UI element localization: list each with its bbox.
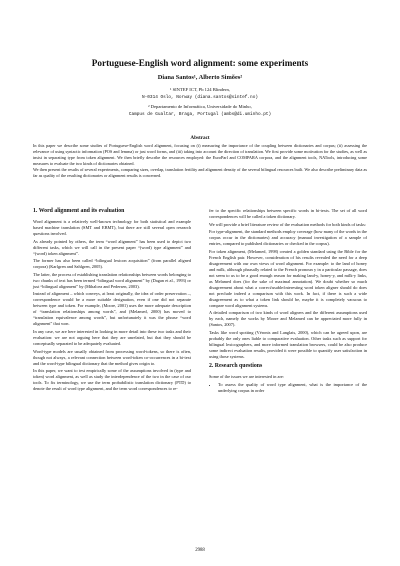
abstract-heading: Abstract (190, 135, 210, 141)
page-number: 2988 (195, 548, 205, 553)
affiliation-line: ² Departamento de Informática, Universidade do Minho, (148, 103, 252, 109)
paragraph: The former has also been called “bilingual lexicon acquisition” (from parallel aligned corpora) (Karlgren and Sahlgren, 2005). (33, 258, 191, 270)
list-item: • To assess the quality of word type alignment, what is the importance of the underlying corpus in order (218, 382, 367, 394)
affiliation-line: ¹ SINTEF ICT, Pb 124 Blindern, (170, 87, 230, 92)
paragraph: We will provide a brief literature review of the evaluation methods for both kinds of tasks: (209, 221, 367, 227)
affiliation-line: N-0314 Oslo, Norway (diana.santos@sintef.no) (142, 95, 258, 101)
affiliation-line: Campus de Gualtar, Braga, Portugal (ambs@di.uminho.pt) (128, 112, 272, 118)
section-heading-2: 2. Research questions (209, 362, 263, 369)
paragraph: Word-type models are usually obtained from processing word-tokens, so there is often, though not always, a relevant connection between word-token co-occurrences in a bi-text and the word-type bilingual dictionary that the method gives origin to. (33, 348, 191, 366)
paragraph: As already pointed by others, the term “word alignment” has been used to depict two different tasks, which we will call in the present paper “(word) type alignment” and “(word) token alignment”. (33, 238, 191, 256)
author-list: Diana Santos¹, Alberto Simões² (157, 74, 243, 81)
right-column (209, 208, 367, 394)
paragraph: A detailed comparison of two kinds of word aligners and the different assumptions used by each, namely the works by Moore and Melamed can be appreciated more fully in (Santos, 2007). (209, 310, 367, 328)
paragraph: In any case, we are here interested in looking in more detail into these two tasks and their evaluation: we are not arguing here that they are unrelated, but that they should be conceptually separated to be adequately evaluated. (33, 328, 191, 346)
paragraph: For type-alignment, the standard methods employ coverage (how many of the words in the corpus occur in the dictionaries) and accuracy (manual investigation of a sample of entries, compared to published dictionaries or checked in the corpus). (209, 229, 367, 247)
paragraph: Some of the issues we are interested in are: (209, 373, 285, 379)
paragraph: For token alignment, (Melamed, 1998) created a golden standard using the Bible for the French English pair. However, consideration of his results revealed the need for a deep disagreement with our own views of word alignment. For example: to the land of honey and milk, although phrasally related to the French pronoun y in a particular passage, does not seem to us to be a good enough reason for making land-y, honey-y, and milk-y links, as Melamed does (for the sake of maximal annotation). We doubt whether so much disagreement about what a correct/usable/interesting word token aligner should do does not preclude indeed a comparison with this work. In fact, if there is such a wide disagreement as to what a token link should be, maybe it is completely vacuous to compare word alignment systems. (209, 248, 367, 308)
left-column (33, 208, 191, 394)
abstract-paragraph: We then present the results of several experiments, comparing sizes, overlap, translation fertility and alignment density of the several bilingual resources built. We also describe preliminary data as far as quality of the resulting dictionaries or alignment results is concerned. (33, 166, 367, 178)
paragraph: Tasks like word spotting (Véronis and Langlais, 2000), which can be agreed upon, are probably the only ones liable to comparative evaluation. Other tasks such as support for bilingual lexicographers, and more informed translation browsers, could be also produce some indirect evaluation results, provided it were possible to quantify user satisfaction in using those systems. (209, 329, 367, 359)
paragraph: Instead of alignment – which conveys, at least originally, the idea of order preservation –, correspondence would be a more suitable designation, even if one did not separate between type and token. For example, (Moore, 2001) uses the more adequate description of “translation relationships among words”, and (Melamed, 2000) has moved to “translation equivalence among words”, but unfortunately it was the phrase “word alignment” that won. (33, 291, 191, 327)
paper-title: Portuguese-English word alignment: some experiments (91, 58, 309, 68)
bullet-list (209, 382, 367, 394)
paragraph: fer to the specific relationships between specific words in bi-texts. The set of all word correspondences will be called a token dictionary. (209, 208, 367, 219)
paragraph: In this paper, we want to test empirically some of the assumptions involved in (type and token) word alignment, as well as study the interdependence of the two in the case of our tools. To fix terminology, we use the term probabilistic translation dictionary (PTD) to denote the result of word type alignment, and the term word correspondences to re- (33, 368, 191, 392)
section-heading-1: 1. Word alignment and its evaluation (33, 208, 125, 214)
abstract-body (33, 143, 367, 178)
paragraph: The latter, the process of establishing translation relationships between words belonging to two chunks of text has been termed “bilingual word alignment” by (Dagan et al., 1993) or just “bilingual alignment” by (Mihalcea and Pedersen, 2003). (33, 271, 191, 289)
paragraph: Word alignment is a relatively well-known technology for both statistical and example based machine translation (SMT and EBMT), but there are still several open research questions involved. (33, 219, 191, 236)
abstract-paragraph: In this paper we describe some studies of Portuguese-English word alignment, focusing on (i) measuring the importance of the coupling between dictionaries and corpus; (ii) assessing the relevance of using syntactic information (POS and lemma) or just word forms, and (iii) taking into account the direction of translation. We first provide some motivation for the studies, as well as insist in separating type from token alignment. We then briefly describe the resources employed: the EuroParl and COMPARA corpora, and the alignment tools, NATools, introducing some measures to evaluate the two kinds of dictionaries obtained. (33, 143, 367, 166)
affiliations (0, 86, 400, 120)
